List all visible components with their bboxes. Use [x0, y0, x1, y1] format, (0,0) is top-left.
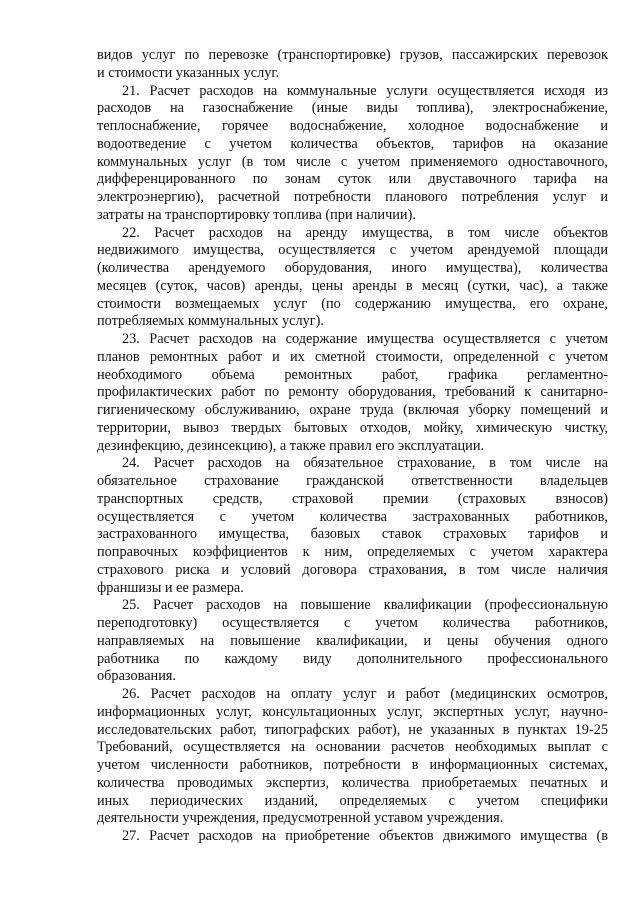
text-line: 25. Расчет расходов на повышение квалификации (профессиональную	[122, 597, 608, 614]
text-line: транспортных средств, страховой премии (страховых взносов)	[97, 490, 608, 507]
text-line: поправочных коэффициентов к ним, определяемых с учетом характера	[97, 544, 608, 560]
text-line: 21. Расчет расходов на коммунальные услуги осуществляется исходя из	[122, 82, 608, 99]
text-line: электроэнергию), расчетной потребности планового потребления услуг и	[97, 189, 608, 205]
text-line: 26. Расчет расходов на оплату услуг и работ (медицинских осмотров,	[122, 686, 608, 702]
text-line: 24. Расчет расходов на обязательное страхование, в том числе на	[122, 455, 608, 472]
text-line: гигиеническому обслуживанию, охране труда (включая уборку помещений и	[97, 402, 608, 418]
text-line: франшизы и ее размера.	[97, 579, 244, 596]
text-line: водоотведение с учетом количества объектов, тарифов на оказание	[97, 135, 608, 152]
text-line: видов услуг по перевозке (транспортировке) грузов, пассажирских перевозок	[97, 47, 608, 63]
text-line: профилактических работ по ремонту оборудования, требований к санитарно-	[97, 384, 608, 401]
text-line: дезинфекцию, дезинсекцию), а также правил его эксплуатации.	[97, 437, 485, 454]
text-line: деятельности учреждения, предусмотренной уставом учреждения.	[97, 810, 504, 827]
text-line: стоимости возмещаемых услуг (по содержанию имущества, его охране,	[97, 295, 608, 312]
text-line: планов ремонтных работ и их сметной стоимости, определенной с учетом	[97, 348, 608, 365]
text-line: 22. Расчет расходов на аренду имущества, в том числе объектов	[122, 224, 608, 241]
document-page	[97, 47, 608, 846]
text-line: переподготовку) осуществляется с учетом количества работников,	[97, 615, 608, 631]
text-line: (количества арендуемого оборудования, иного имущества), количества	[97, 260, 608, 276]
text-line: количества проводимых экспертиз, количества приобретаемых печатных и	[97, 774, 608, 791]
text-line: страхового риска и условий договора страхования, в том числе наличия	[97, 561, 608, 578]
text-line: застрахованного имущества, базовых ставок страховых тарифов и	[97, 526, 608, 543]
text-line: необходимого объема ремонтных работ, графика регламентно-	[97, 366, 608, 383]
text-line: расходов на газоснабжение (иные виды топлива), электроснабжение,	[97, 100, 608, 117]
text-line: учетом численности работников, потребности в информационных системах,	[97, 757, 608, 773]
text-line: обязательное страхование гражданской ответственности владельцев	[97, 473, 608, 489]
text-line: иных периодических изданий, определяемых с учетом специфики	[97, 792, 608, 809]
text-line: затраты на транспортировку топлива (при наличии).	[97, 206, 416, 223]
text-line: дифференцированного по зонам суток или двуставочного тарифа на	[97, 171, 608, 188]
text-line: коммунальных услуг (в том числе с учетом применяемого одноставочного,	[97, 153, 608, 170]
text-line: исследовательских работ, типографских работ), не указанных в пунктах 19-25	[97, 721, 608, 738]
text-line: работника по каждому виду дополнительного профессионального	[97, 650, 608, 667]
text-line: месяцев (суток, часов) аренды, цены аренды в месяц (сутки, час), а также	[97, 277, 608, 294]
text-line: потребляемых коммунальных услуг).	[97, 313, 324, 330]
text-line: Требований, осуществляется на основании расчетов необходимых выплат с	[97, 739, 608, 756]
text-line: недвижимого имущества, осуществляется с учетом арендуемой площади	[97, 242, 608, 259]
text-line: теплоснабжение, горячее водоснабжение, холодное водоснабжение и	[97, 118, 608, 134]
text-line: информационных услуг, консультационных услуг, экспертных услуг, научно-	[97, 703, 608, 720]
text-line: образования.	[97, 668, 176, 685]
text-line: осуществляется с учетом количества застрахованных работников,	[97, 508, 608, 525]
text-line: 23. Расчет расходов на содержание имущества осуществляется с учетом	[122, 331, 608, 347]
text-line: и стоимости указанных услуг.	[97, 64, 280, 81]
text-line: направляемых на повышение квалификации, и цены обучения одного	[97, 632, 608, 649]
text-line: территории, вывоз твердых бытовых отходов, мойку, химическую чистку,	[97, 419, 608, 436]
text-line: 27. Расчет расходов на приобретение объектов движимого имущества (в	[122, 828, 608, 844]
